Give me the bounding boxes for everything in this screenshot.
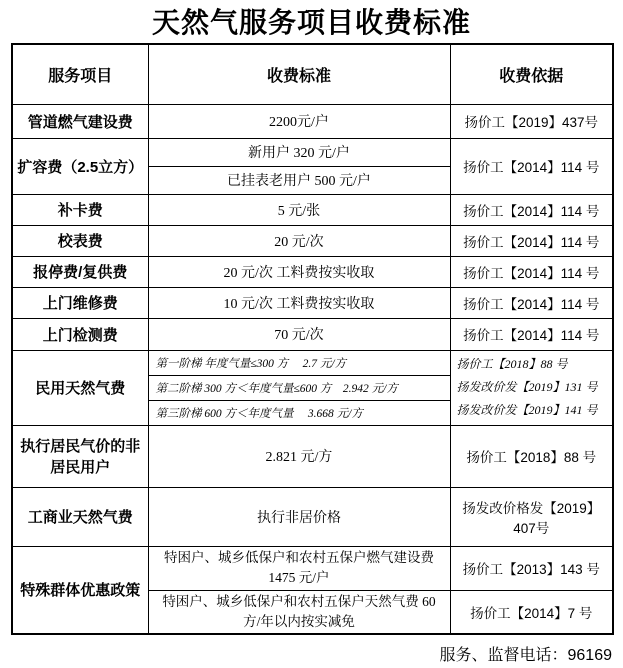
standard-cell: 2200元/户	[148, 104, 450, 138]
basis-cell: 扬价工【2014】114 号	[450, 256, 613, 287]
table-row	[12, 225, 613, 256]
basis-cell: 扬价工【2013】143 号	[450, 546, 613, 590]
service-cell: 执行居民气价的非居民用户	[12, 425, 148, 487]
standard-cell: 特困户、城乡低保户和农村五保户燃气建设费 1475 元/户	[148, 546, 450, 590]
basis-cell: 扬价工【2014】114 号	[450, 138, 613, 194]
service-cell: 上门检测费	[12, 318, 148, 350]
basis-cell: 扬价工【2018】88 号	[450, 425, 613, 487]
table-row	[12, 425, 613, 487]
header-basis: 收费依据	[450, 44, 613, 104]
service-cell: 工商业天然气费	[12, 487, 148, 546]
basis-line: 扬发改价发【2019】141 号	[456, 403, 598, 417]
table-row	[12, 104, 613, 138]
service-cell: 校表费	[12, 225, 148, 256]
standard-cell: 执行非居价格	[148, 487, 450, 546]
service-cell: 报停费/复供费	[12, 256, 148, 287]
standard-cell: 20 元/次	[148, 225, 450, 256]
page-title: 天然气服务项目收费标准	[151, 7, 471, 38]
basis-cell: 扬价工【2014】7 号	[450, 590, 613, 634]
standard-tier-cell: 第一阶梯 年度气量≤300 方 2.7 元/方	[148, 350, 450, 375]
service-cell: 扩容费（2.5立方）	[12, 138, 148, 194]
basis-cell: 扬价工【2019】437号	[450, 104, 613, 138]
table-row	[12, 350, 613, 375]
table-row	[12, 138, 613, 166]
table-row	[12, 194, 613, 225]
standard-cell: 20 元/次 工料费按实收取	[148, 256, 450, 287]
basis-cell: 扬价工【2014】114 号	[450, 225, 613, 256]
table-row	[12, 287, 613, 318]
service-cell: 上门维修费	[12, 287, 148, 318]
service-cell: 补卡费	[12, 194, 148, 225]
standard-cell: 特困户、城乡低保户和农村五保户天然气费 60 方/年以内按实减免	[148, 590, 450, 634]
standard-cell: 10 元/次 工料费按实收取	[148, 287, 450, 318]
table-row	[12, 318, 613, 350]
standard-cell: 2.821 元/方	[148, 425, 450, 487]
basis-cell: 扬价工【2014】114 号	[450, 318, 613, 350]
basis-line: 扬发改价发【2019】131 号	[456, 380, 598, 394]
standard-cell: 70 元/次	[148, 318, 450, 350]
header-standard: 收费标准	[148, 44, 450, 104]
fee-table	[11, 43, 614, 635]
header-service: 服务项目	[12, 44, 148, 104]
service-cell: 管道燃气建设费	[12, 104, 148, 138]
service-cell: 特殊群体优惠政策	[12, 546, 148, 634]
basis-cell: 扬发改价格发【2019】407号	[450, 487, 613, 546]
header-row	[12, 44, 613, 104]
standard-tier-cell: 第二阶梯 300 方＜年度气量≤600 方 2.942 元/方	[148, 375, 450, 400]
standard-cell: 新用户 320 元/户	[148, 138, 450, 166]
basis-line: 扬价工【2018】88 号	[456, 357, 568, 371]
service-cell: 民用天然气费	[12, 350, 148, 425]
service-hotline: 服务、监督电话：96169	[439, 647, 612, 664]
standard-cell: 已挂表老用户 500 元/户	[148, 166, 450, 194]
basis-cell: 扬价工【2014】114 号	[450, 287, 613, 318]
basis-cell: 扬价工【2014】114 号	[450, 194, 613, 225]
standard-tier-cell: 第三阶梯 600 方＜年度气量 3.668 元/方	[148, 400, 450, 425]
table-row	[12, 487, 613, 546]
table-row	[12, 546, 613, 590]
basis-cell	[450, 350, 613, 425]
standard-cell: 5 元/张	[148, 194, 450, 225]
table-row	[12, 256, 613, 287]
